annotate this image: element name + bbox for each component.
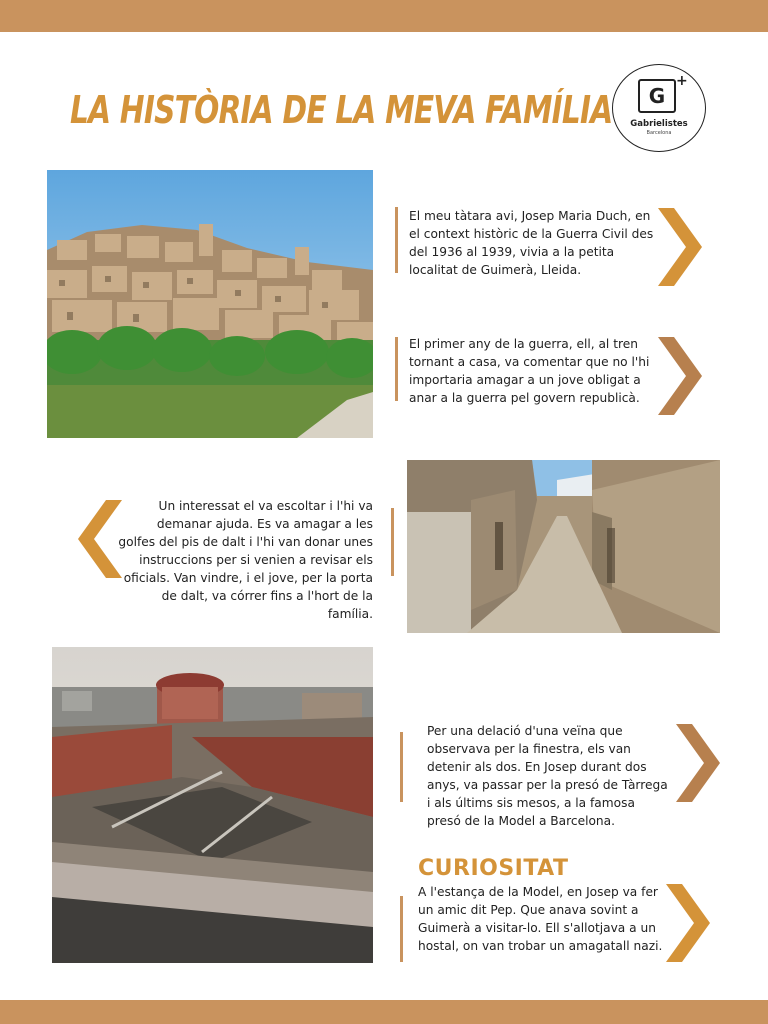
page-title: LA HISTÒRIA DE LA MEVA FAMÍLIA [70, 88, 613, 132]
text-accent-line [400, 732, 403, 802]
chevron-left-icon [78, 500, 122, 578]
text-accent-line [395, 207, 398, 273]
village-photo [47, 170, 373, 438]
street-photo [407, 460, 720, 633]
text-accent-line [395, 337, 398, 401]
paragraph-5: A l'estança de la Model, en Josep va fer un amic dit Pep. Que anava sovint a Guimerà a visitar-lo. Ell s'allotjava a un hostal, on van trobar un amagatall nazi. [418, 885, 663, 953]
chevron-right-icon [658, 337, 702, 415]
paragraph-3: Un interessat el va escoltar i l'hi va demanar ajuda. Es va amagar a les golfes del pis de dalt i l'hi van donar unes instruccions per si venien a revisar els oficials. Van vindre, i el jove, per la porta de dalt, va córrer fins a l'hort de la família. [118, 499, 373, 621]
paragraph-1: El meu tàtara avi, Josep Maria Duch, en el context històric de la Guerra Civil des del 1936 al 1939, vivia a la petita localitat de Guimerà, Lleida. [409, 209, 654, 277]
school-logo [612, 64, 706, 152]
chevron-right-icon [658, 208, 702, 286]
text-accent-line [391, 508, 394, 576]
logo-cross-icon: + [676, 73, 688, 89]
logo-name: Gabrielistes [630, 119, 688, 129]
prison-photo [52, 647, 373, 963]
paragraph-4: Per una delació d'una veïna que observava per la finestra, els van detenir als dos. En Josep durant dos anys, va passar per la presó de Tàrrega i als últims sis mesos, a la famosa presó de la Model a Barcelona. [427, 724, 668, 828]
logo-mark: G [638, 79, 676, 113]
top-accent-bar [0, 0, 768, 32]
curiosity-heading: CURIOSITAT [418, 856, 569, 881]
logo-subtitle: Barcelona [646, 130, 672, 136]
bottom-accent-bar [0, 1000, 768, 1024]
text-accent-line [400, 896, 403, 962]
paragraph-2: El primer any de la guerra, ell, al tren tornant a casa, va comentar que no l'hi importaria amagar a un jove obligat a anar a la guerra pel govern republicà. [409, 337, 650, 405]
chevron-right-icon [666, 884, 710, 962]
chevron-right-icon [676, 724, 720, 802]
